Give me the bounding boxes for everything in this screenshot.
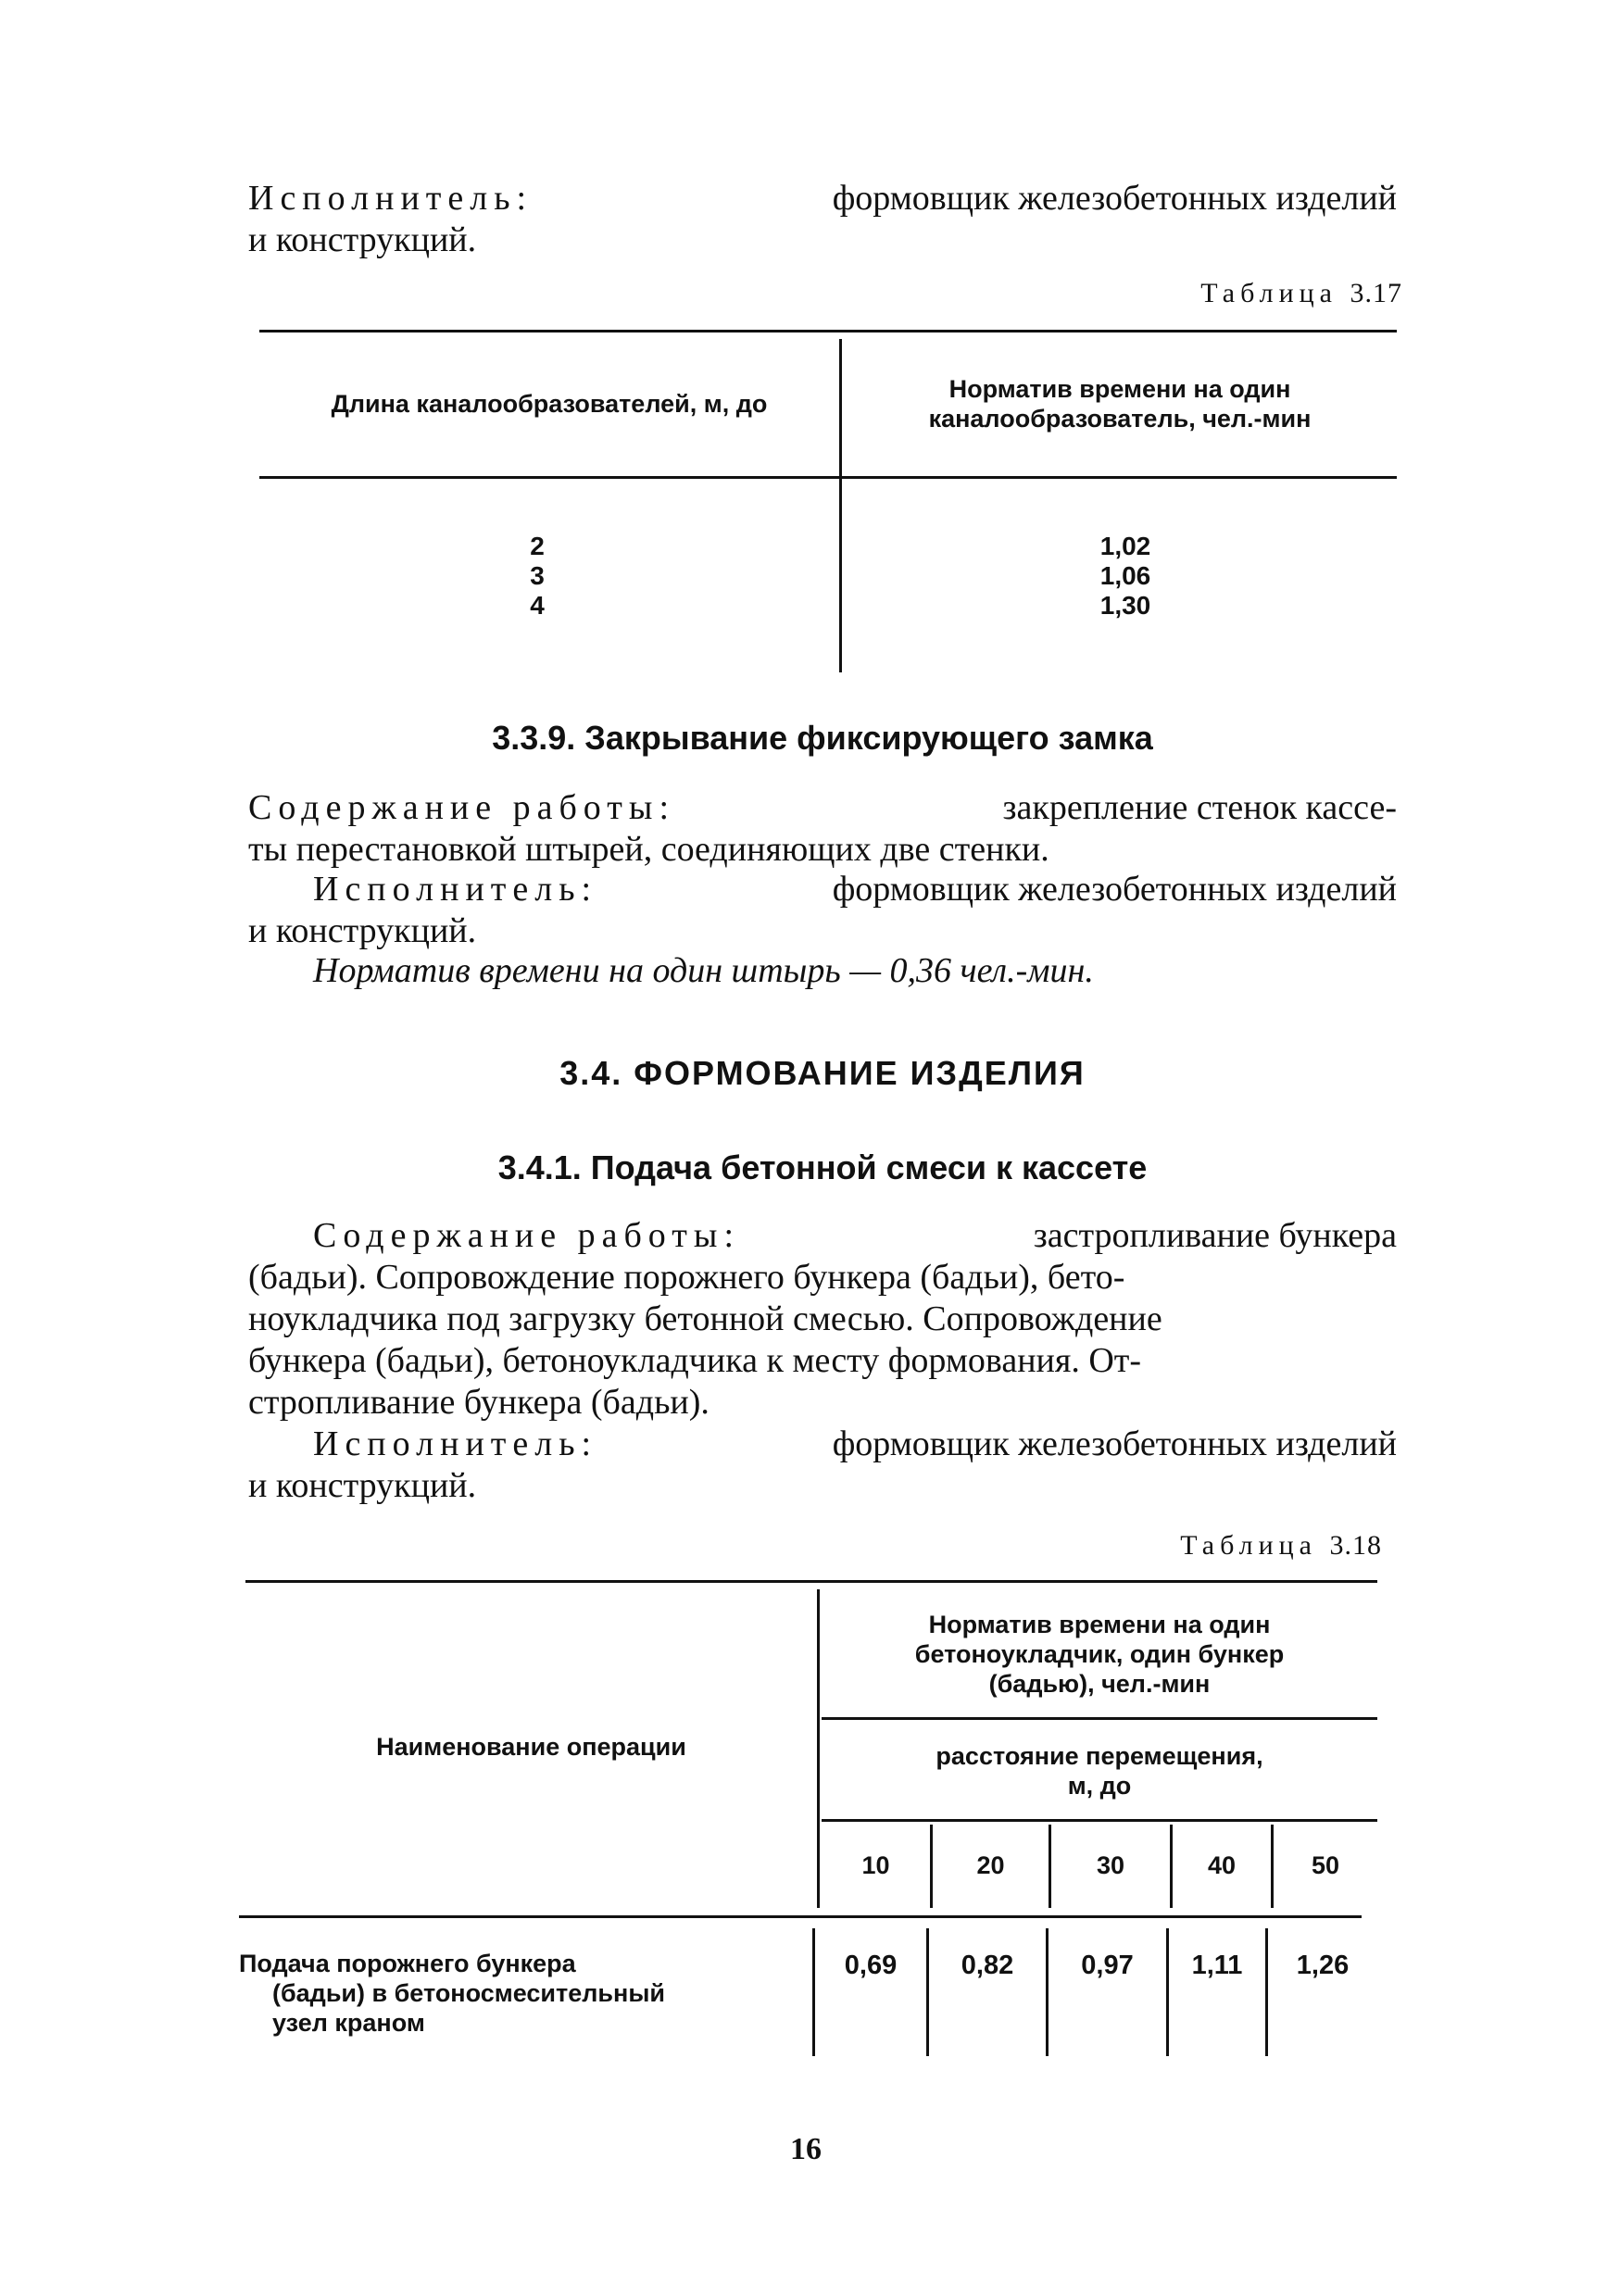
table-3-18-distance-header: 20 bbox=[976, 1851, 1005, 1879]
table-3-17-column-divider bbox=[839, 339, 842, 672]
table-3-18-operation-line1: Подача порожнего бункера bbox=[239, 1950, 576, 1977]
table-row bbox=[239, 1949, 758, 2038]
table-3-18-value: 0,97 bbox=[1081, 1951, 1134, 1980]
table-3-18-value: 1,11 bbox=[1191, 1951, 1243, 1980]
table-3-17-label bbox=[1200, 278, 1402, 309]
section-3-3-9-norm: Норматив времени на один штырь — 0,36 чел.-мин. bbox=[313, 951, 1094, 990]
table-3-18-distance-header: 10 bbox=[861, 1851, 890, 1879]
table-3-18-group-header bbox=[822, 1610, 1377, 1699]
section-3-4-1-content-line3: ноукладчика под загрузку бетонной смесью. Сопровождение bbox=[248, 1299, 1162, 1338]
table-3-18-group-header-line1: Норматив времени на один bbox=[928, 1611, 1271, 1638]
table-row: 2 bbox=[530, 532, 545, 560]
table-3-18-top-rule bbox=[245, 1580, 1377, 1583]
table-3-18-body-divider-3 bbox=[1166, 1928, 1169, 2056]
section-3-3-9-content-label: Содержание работы: bbox=[248, 788, 676, 827]
section-3-4-1-heading: 3.4.1. Подача бетонной смеси к кассете bbox=[497, 1148, 1148, 1186]
table-3-17-length-column bbox=[519, 532, 556, 621]
intro-executor-paragraph bbox=[248, 178, 1397, 261]
section-3-3-9-executor-paragraph bbox=[248, 869, 1397, 952]
section-3-4-heading: 3.4. ФОРМОВАНИЕ ИЗДЕЛИЯ bbox=[559, 1054, 1086, 1092]
table-3-18-operation-line3: узел краном bbox=[272, 2009, 425, 2037]
section-3-4-1-content-label: Содержание работы: bbox=[313, 1216, 741, 1255]
table-3-18-distance-header: 30 bbox=[1096, 1851, 1125, 1879]
section-3-3-9-executor-line1: формовщик железобетонных изделий bbox=[832, 870, 1397, 909]
section-3-3-9-heading: 3.3.9. Закрывание фиксирующего замка bbox=[492, 719, 1153, 757]
section-3-4-1-content-line1: застропливание бункера bbox=[1033, 1216, 1397, 1255]
table-3-17-top-rule bbox=[259, 330, 1397, 332]
table-3-18-sub-header bbox=[822, 1741, 1377, 1800]
table-3-18-sub-header-line2: м, до bbox=[1067, 1772, 1132, 1800]
table-3-17-norm-column bbox=[1074, 532, 1176, 621]
table-row: 3 bbox=[530, 561, 545, 590]
table-row: 4 bbox=[530, 591, 545, 620]
section-3-3-9-executor-line2: и конструкций. bbox=[248, 911, 477, 950]
section-3-4-1-content-line2: (бадьи). Сопровождение порожнего бункера (бадьи), бето- bbox=[248, 1258, 1125, 1297]
table-3-18-distance-header: 50 bbox=[1311, 1851, 1340, 1879]
table-3-18-group-rule bbox=[822, 1717, 1377, 1720]
section-3-4-1-executor-line2: и конструкций. bbox=[248, 1466, 477, 1505]
table-3-18-main-divider bbox=[817, 1589, 820, 1908]
intro-executor-text-line1: формовщик железобетонных изделий bbox=[832, 179, 1397, 218]
table-3-18-body-divider-main bbox=[812, 1928, 815, 2056]
table-3-18-group-header-line3: (бадью), чел.-мин bbox=[988, 1670, 1211, 1698]
table-3-18-value: 0,82 bbox=[961, 1951, 1014, 1980]
table-3-17-col2-header-line2: каналообразователь, чел.-мин bbox=[928, 405, 1312, 433]
table-3-18-label-number: 3.18 bbox=[1329, 1530, 1382, 1561]
section-3-4-1-executor-line1: формовщик железобетонных изделий bbox=[832, 1424, 1397, 1463]
table-3-18-header-rule bbox=[239, 1915, 1362, 1918]
section-3-3-9-content-line1: закрепление стенок кассе- bbox=[1002, 788, 1397, 827]
section-3-4-1-executor-label: Исполнитель: bbox=[313, 1424, 598, 1463]
table-row: 1,06 bbox=[1099, 561, 1151, 590]
table-3-18-body-divider-2 bbox=[1046, 1928, 1049, 2056]
table-3-17-label-number: 3.17 bbox=[1350, 278, 1402, 308]
table-3-18-value: 1,26 bbox=[1296, 1951, 1350, 1980]
table-row: 1,02 bbox=[1099, 532, 1151, 560]
table-3-18-body-divider-4 bbox=[1265, 1928, 1268, 2056]
table-3-17-label-word: Таблица bbox=[1200, 278, 1337, 308]
table-3-18-sub-header-line1: расстояние перемещения, bbox=[936, 1742, 1263, 1770]
section-3-3-9-executor-label: Исполнитель: bbox=[313, 870, 598, 909]
table-3-17-col2-header-line1: Норматив времени на один bbox=[948, 375, 1291, 403]
table-3-18-label bbox=[1180, 1530, 1382, 1562]
table-3-18-body-divider-1 bbox=[926, 1928, 929, 2056]
page-number: 16 bbox=[790, 2132, 822, 2166]
table-3-18-operation-line2: (бадьи) в бетоносмесительный bbox=[272, 1979, 665, 2007]
section-3-4-1-content-line4: бункера (бадьи), бетоноукладчика к месту формования. От- bbox=[248, 1341, 1142, 1380]
table-row: 1,30 bbox=[1099, 591, 1151, 620]
table-3-18-col1-header: Наименование операции bbox=[376, 1733, 686, 1761]
table-3-17-header-rule bbox=[259, 476, 1397, 479]
section-3-4-1-executor-paragraph bbox=[248, 1424, 1397, 1507]
table-3-17-col1-header: Длина каналообразователей, м, до bbox=[331, 390, 768, 418]
table-3-18-group-header-line2: бетоноукладчик, один бункер bbox=[914, 1640, 1285, 1668]
intro-executor-text-line2: и конструкций. bbox=[248, 220, 477, 259]
section-3-4-1-content-paragraph bbox=[248, 1215, 1397, 1424]
section-3-3-9-content-line2: ты перестановкой штырей, соединяющих две стенки. bbox=[248, 830, 1049, 869]
section-3-4-1-content-line5: стропливание бункера (бадьи). bbox=[248, 1383, 710, 1422]
intro-executor-label: Исполнитель: bbox=[248, 179, 534, 218]
section-3-3-9-content-paragraph bbox=[248, 787, 1397, 871]
table-3-17-col2-header bbox=[843, 374, 1397, 433]
table-3-18-label-word: Таблица bbox=[1180, 1530, 1317, 1561]
table-3-18-value: 0,69 bbox=[844, 1951, 898, 1980]
table-3-18-distance-header: 40 bbox=[1207, 1851, 1237, 1879]
table-3-18-subheader-rule bbox=[822, 1819, 1377, 1822]
